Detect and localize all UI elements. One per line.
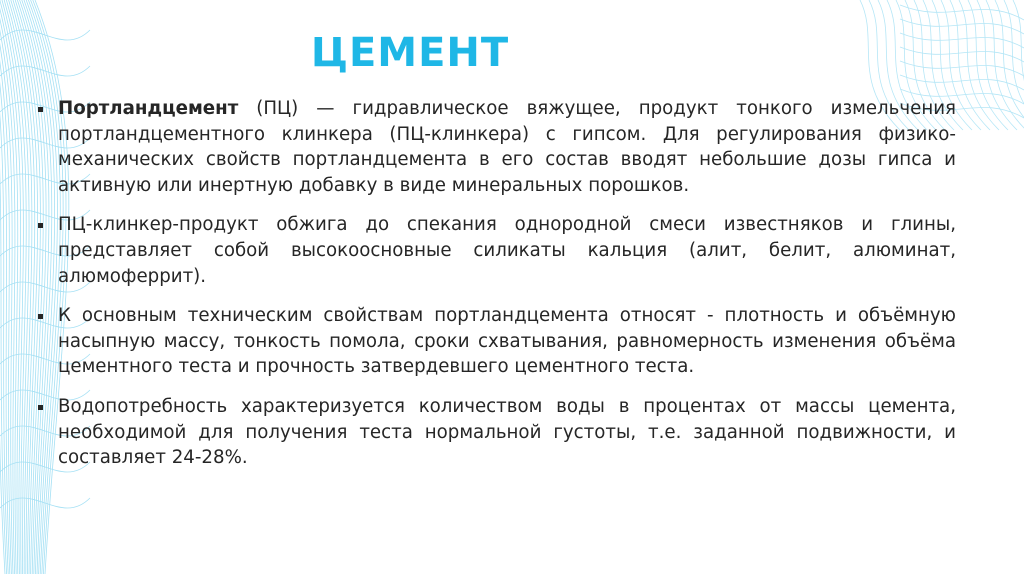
decorative-line bbox=[0, 0, 15, 574]
decorative-line bbox=[11, 0, 38, 574]
decorative-line bbox=[977, 0, 1017, 130]
decorative-line bbox=[0, 0, 7, 574]
decorative-line bbox=[0, 0, 5, 574]
decorative-line bbox=[0, 0, 8, 574]
bullet-list bbox=[36, 96, 956, 485]
bullet-text: Водопотребность характеризуется количеством воды в процентах от массы цемента, необходимой для получения теста нормальной густоты, т.е. заданной подвижности, и составляет 24-28%. bbox=[58, 395, 956, 469]
decorative-line bbox=[950, 0, 990, 130]
decorative-line bbox=[995, 0, 1024, 130]
decorative-line bbox=[1004, 0, 1024, 130]
decorative-line bbox=[0, 498, 90, 508]
decorative-line bbox=[900, 61, 1024, 76]
decorative-line bbox=[900, 47, 1024, 62]
bullet-item-portlandcement bbox=[36, 96, 956, 198]
bullet-text: ПЦ-клинкер-продукт обжига до спекания однородной смеси известняков и глины, представляет собой высокоосновные силикаты кальция (алит, белит, алюминат, алюмоферрит). bbox=[58, 214, 956, 287]
slide-title: ЦЕМЕНТ bbox=[310, 30, 510, 76]
bullet-term: Портландцемент bbox=[58, 98, 239, 119]
decorative-line bbox=[4, 0, 29, 574]
decorative-line bbox=[959, 0, 999, 130]
decorative-line bbox=[900, 33, 1024, 48]
decorative-line bbox=[900, 5, 1024, 20]
decorative-line bbox=[0, 0, 23, 574]
decorative-line bbox=[986, 0, 1024, 130]
bullet-item-properties bbox=[36, 303, 956, 380]
decorative-line bbox=[0, 0, 10, 574]
decorative-line bbox=[0, 0, 18, 574]
decorative-line bbox=[9, 0, 35, 574]
decorative-line bbox=[1013, 0, 1024, 130]
decorative-line bbox=[0, 0, 21, 574]
bullet-text: К основным техническим свойствам портландцемента относят - плотность и объёмную насыпную массу, тонкость помола, сроки схватывания, равномерность изменения объёма цементного теста и прочность затвердевшего цементного теста. bbox=[58, 305, 956, 378]
decorative-line bbox=[968, 0, 1008, 130]
decorative-line bbox=[0, 0, 11, 574]
decorative-line bbox=[2, 0, 26, 574]
decorative-line bbox=[6, 0, 32, 574]
decorative-line bbox=[900, 75, 1024, 90]
decorative-line bbox=[900, 19, 1024, 34]
bullet-text: (ПЦ) — гидравлическое вяжущее, продукт тонкого измельчения портландцементного клинкера (ПЦ-клинкера) с гипсом. Для регулирования физико-механических свойств портландцемента в его состав вводят небольшие дозы гипса и активную или инертную добавку в виде минеральных порошков. bbox=[58, 98, 956, 196]
bullet-item-clinker bbox=[36, 212, 956, 289]
decorative-line bbox=[0, 0, 13, 574]
bullet-item-water-demand bbox=[36, 394, 956, 471]
